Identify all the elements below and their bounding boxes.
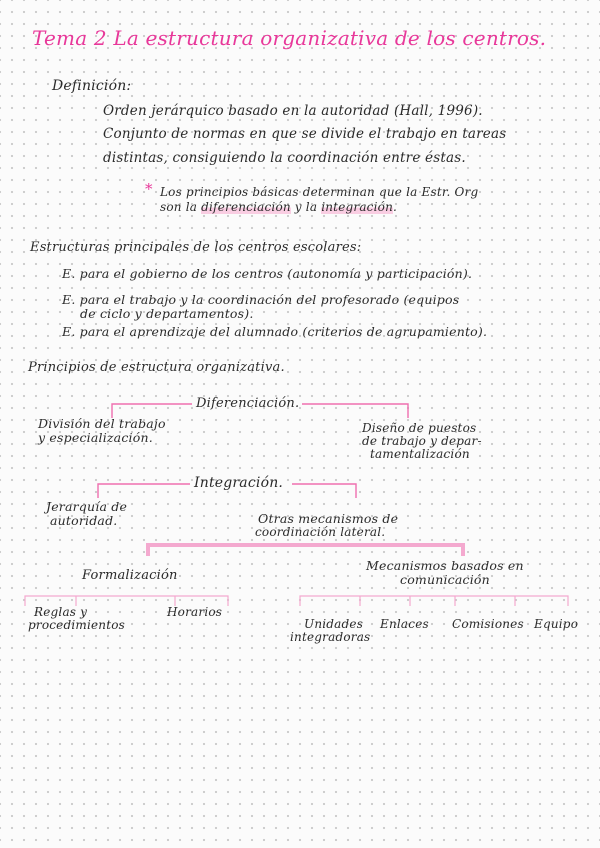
highlight-integracion: integración — [321, 200, 393, 214]
diff-right-connector — [302, 404, 408, 418]
communication-label-2: comunicación — [400, 572, 490, 587]
formalization-label: Formalización — [82, 568, 178, 583]
integ-left-line-2: autoridad. — [50, 513, 118, 528]
note-star-icon: * — [145, 180, 153, 198]
diff-left-line-2: y especialización. — [38, 430, 153, 445]
structure-item-3: E. para el aprendizaje del alumnado (criterios de agrupamiento). — [62, 324, 488, 339]
integ-right-connector — [292, 484, 356, 498]
formalization-item-horarios: Horarios — [167, 605, 223, 619]
structures-heading: Estructuras principales de los centros escolares: — [30, 240, 362, 255]
diff-right-line-3: tamentalización — [370, 447, 470, 461]
comm-item-equipo: Equipo — [534, 617, 579, 631]
comm-item-unidades-2: integradoras — [290, 630, 371, 644]
definition-line-2: Conjunto de normas en que se divide el trabajo en tareas — [103, 126, 507, 142]
integ-left-line-1: Jerarquía de — [46, 499, 128, 514]
definition-label: Definición: — [52, 78, 132, 94]
differentiation-label: Diferenciación. — [196, 396, 300, 411]
structure-item-2: E. para el trabajo y la coordinación del profesorado (equipos — [62, 292, 460, 307]
mechanisms-bracket — [148, 545, 463, 556]
integ-right-line-2: coordinación lateral. — [255, 525, 386, 539]
diff-left-line-1: División del trabajo — [38, 416, 166, 431]
definition-line-3: distintas, consiguiendo la coordinación entre éstas. — [103, 150, 466, 166]
note-line-2: son la diferenciación y la integración. — [160, 200, 398, 214]
highlight-diferenciacion: diferenciación — [201, 200, 291, 214]
structure-item-1: E. para el gobierno de los centros (autonomía y participación). — [62, 266, 473, 281]
communication-label-1: Mecanismos basados en — [366, 558, 524, 573]
note-line-1: Los principios básicas determinan que la Estr. Org — [160, 185, 479, 199]
page-title: Tema 2 La estructura organizativa de los centros. — [32, 26, 547, 50]
formalization-item-reglas-2: procedimientos — [28, 618, 126, 632]
formalization-item-reglas-1: Reglas y — [34, 605, 88, 619]
diff-right-line-2: de trabajo y depar- — [362, 434, 482, 448]
comm-item-enlaces: Enlaces — [380, 617, 429, 631]
comm-item-unidades-1: Unidades — [304, 617, 364, 631]
structure-item-2-cont: de ciclo y departamentos). — [80, 306, 254, 321]
principles-heading: Principios de estructura organizativa. — [28, 360, 285, 375]
integration-label: Integración. — [194, 475, 284, 491]
definition-line-1: Orden jerárquico basado en la autoridad (Hall, 1996). — [103, 103, 483, 119]
integ-left-connector — [98, 484, 190, 498]
integ-right-line-1: Otras mecanismos de — [258, 511, 399, 526]
comm-item-comisiones: Comisiones — [452, 617, 524, 631]
diff-right-line-1: Diseño de puestos — [362, 421, 477, 435]
communication-bracket — [300, 596, 568, 606]
